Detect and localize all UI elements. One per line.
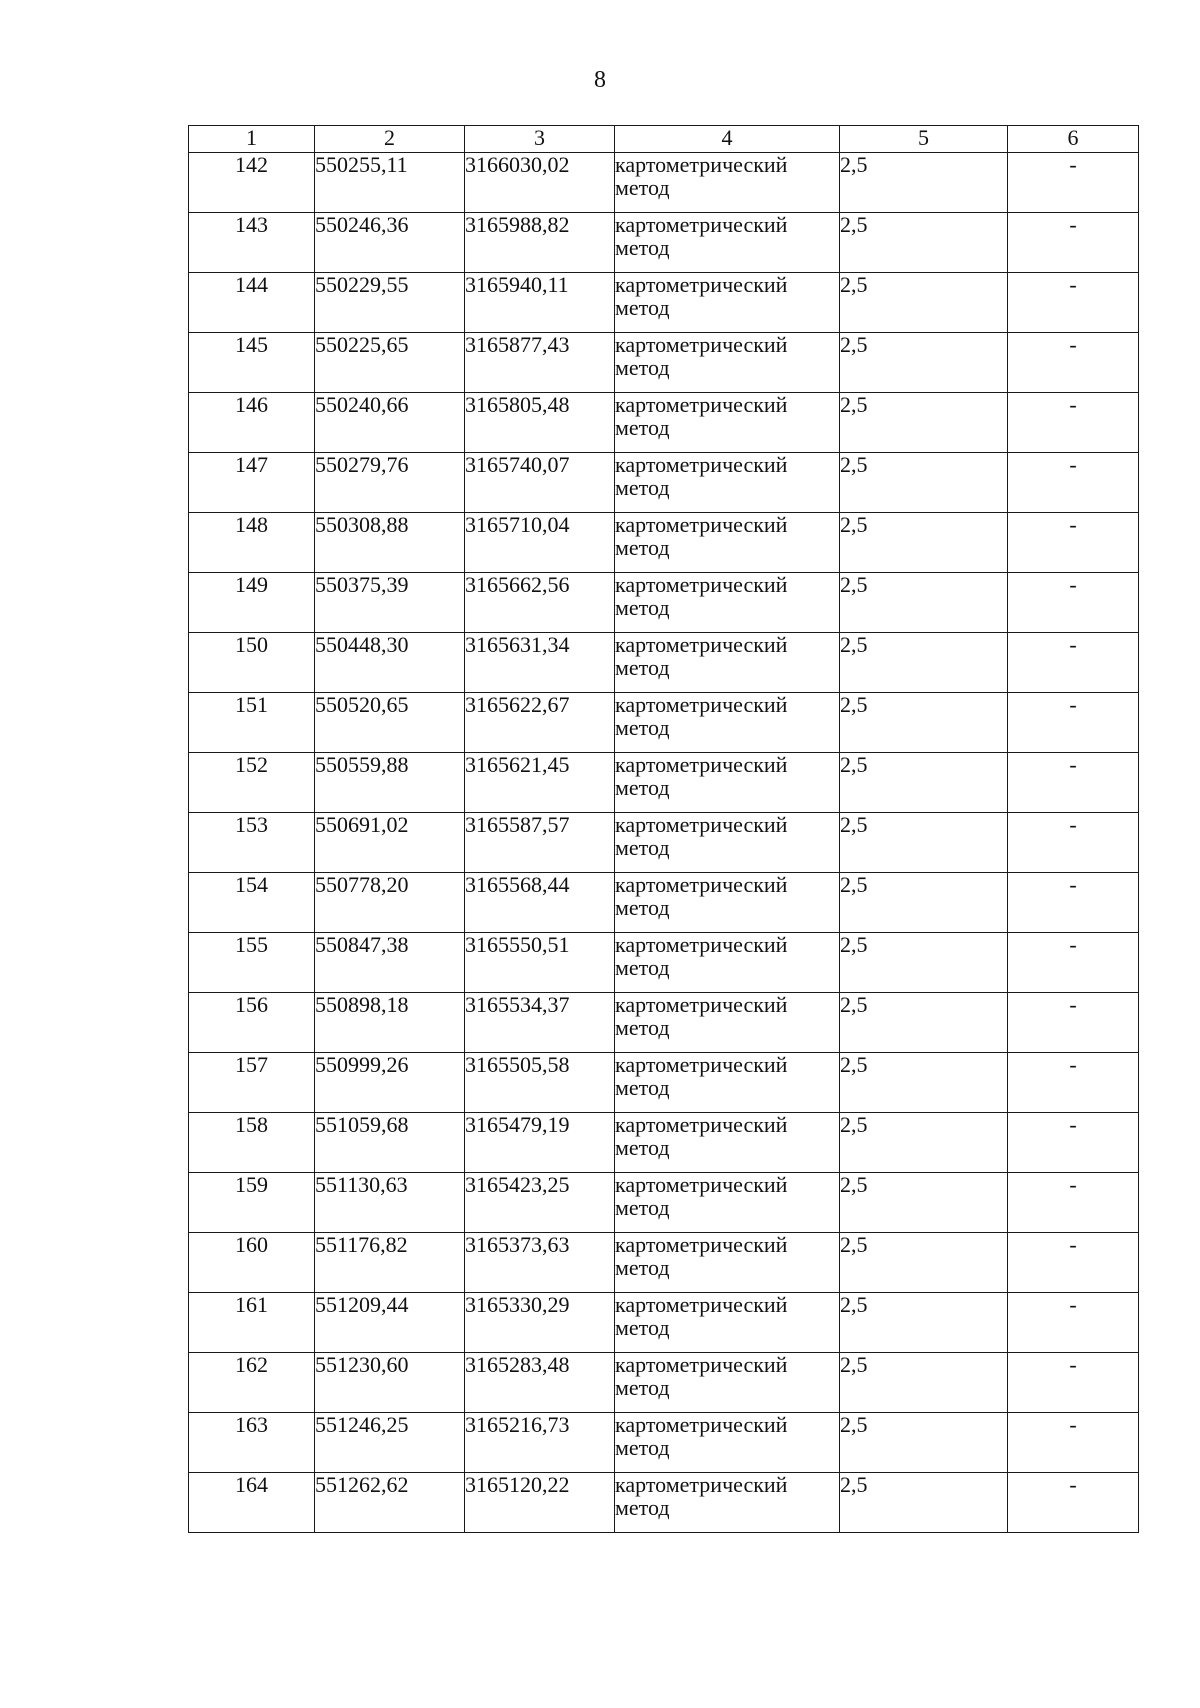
table-row (189, 1473, 1139, 1533)
y-coordinate-cell: 3165622,67 (465, 693, 615, 753)
x-coordinate-cell: 550520,65 (315, 693, 465, 753)
method-cell: картометрический метод (615, 153, 840, 213)
table-row (189, 1053, 1139, 1113)
y-coordinate-cell: 3165330,29 (465, 1293, 615, 1353)
y-coordinate-cell: 3165534,37 (465, 993, 615, 1053)
y-coordinate-cell: 3165423,25 (465, 1173, 615, 1233)
method-cell: картометрический метод (615, 933, 840, 993)
note-cell: - (1008, 1053, 1139, 1113)
point-number-cell: 144 (189, 273, 315, 333)
x-coordinate-cell: 551262,62 (315, 1473, 465, 1533)
x-coordinate-cell: 550279,76 (315, 453, 465, 513)
x-coordinate-cell: 550898,18 (315, 993, 465, 1053)
table-row (189, 993, 1139, 1053)
note-cell: - (1008, 633, 1139, 693)
note-cell: - (1008, 513, 1139, 573)
point-number-cell: 147 (189, 453, 315, 513)
x-coordinate-cell: 550255,11 (315, 153, 465, 213)
method-cell: картометрический метод (615, 753, 840, 813)
accuracy-cell: 2,5 (840, 1053, 1008, 1113)
note-cell: - (1008, 573, 1139, 633)
header-col-2: 2 (315, 126, 465, 153)
x-coordinate-cell: 550691,02 (315, 813, 465, 873)
point-number-cell: 143 (189, 213, 315, 273)
x-coordinate-cell: 550225,65 (315, 333, 465, 393)
table-row (189, 873, 1139, 933)
point-number-cell: 145 (189, 333, 315, 393)
point-number-cell: 146 (189, 393, 315, 453)
accuracy-cell: 2,5 (840, 153, 1008, 213)
method-cell: картометрический метод (615, 813, 840, 873)
note-cell: - (1008, 693, 1139, 753)
table-row (189, 813, 1139, 873)
method-cell: картометрический метод (615, 213, 840, 273)
accuracy-cell: 2,5 (840, 633, 1008, 693)
table-row (189, 213, 1139, 273)
accuracy-cell: 2,5 (840, 513, 1008, 573)
header-col-5: 5 (840, 126, 1008, 153)
x-coordinate-cell: 551209,44 (315, 1293, 465, 1353)
table-header (189, 126, 1139, 153)
point-number-cell: 152 (189, 753, 315, 813)
method-cell: картометрический метод (615, 1473, 840, 1533)
table-row (189, 933, 1139, 993)
y-coordinate-cell: 3165550,51 (465, 933, 615, 993)
note-cell: - (1008, 393, 1139, 453)
x-coordinate-cell: 550559,88 (315, 753, 465, 813)
note-cell: - (1008, 813, 1139, 873)
y-coordinate-cell: 3165587,57 (465, 813, 615, 873)
method-cell: картометрический метод (615, 1233, 840, 1293)
point-number-cell: 149 (189, 573, 315, 633)
accuracy-cell: 2,5 (840, 933, 1008, 993)
header-col-3: 3 (465, 126, 615, 153)
point-number-cell: 159 (189, 1173, 315, 1233)
point-number-cell: 157 (189, 1053, 315, 1113)
table-row (189, 1173, 1139, 1233)
y-coordinate-cell: 3165621,45 (465, 753, 615, 813)
header-col-4: 4 (615, 126, 840, 153)
accuracy-cell: 2,5 (840, 273, 1008, 333)
accuracy-cell: 2,5 (840, 1353, 1008, 1413)
note-cell: - (1008, 933, 1139, 993)
point-number-cell: 156 (189, 993, 315, 1053)
y-coordinate-cell: 3166030,02 (465, 153, 615, 213)
method-cell: картометрический метод (615, 513, 840, 573)
table-row (189, 393, 1139, 453)
point-number-cell: 160 (189, 1233, 315, 1293)
table-row (189, 153, 1139, 213)
point-number-cell: 162 (189, 1353, 315, 1413)
x-coordinate-cell: 550246,36 (315, 213, 465, 273)
accuracy-cell: 2,5 (840, 333, 1008, 393)
table-row (189, 573, 1139, 633)
coordinates-table (188, 125, 1139, 1533)
table-row (189, 1413, 1139, 1473)
note-cell: - (1008, 873, 1139, 933)
note-cell: - (1008, 1473, 1139, 1533)
y-coordinate-cell: 3165216,73 (465, 1413, 615, 1473)
table-row (189, 1293, 1139, 1353)
x-coordinate-cell: 550308,88 (315, 513, 465, 573)
method-cell: картометрический метод (615, 1413, 840, 1473)
point-number-cell: 158 (189, 1113, 315, 1173)
note-cell: - (1008, 333, 1139, 393)
method-cell: картометрический метод (615, 873, 840, 933)
point-number-cell: 150 (189, 633, 315, 693)
accuracy-cell: 2,5 (840, 693, 1008, 753)
accuracy-cell: 2,5 (840, 453, 1008, 513)
x-coordinate-cell: 550847,38 (315, 933, 465, 993)
page-number: 8 (594, 67, 606, 93)
header-col-1: 1 (189, 126, 315, 153)
accuracy-cell: 2,5 (840, 1293, 1008, 1353)
point-number-cell: 142 (189, 153, 315, 213)
note-cell: - (1008, 273, 1139, 333)
point-number-cell: 148 (189, 513, 315, 573)
method-cell: картометрический метод (615, 453, 840, 513)
y-coordinate-cell: 3165940,11 (465, 273, 615, 333)
accuracy-cell: 2,5 (840, 1113, 1008, 1173)
point-number-cell: 155 (189, 933, 315, 993)
method-cell: картометрический метод (615, 1113, 840, 1173)
y-coordinate-cell: 3165479,19 (465, 1113, 615, 1173)
table-row (189, 753, 1139, 813)
note-cell: - (1008, 453, 1139, 513)
table-row (189, 1233, 1139, 1293)
y-coordinate-cell: 3165505,58 (465, 1053, 615, 1113)
table-row (189, 1353, 1139, 1413)
y-coordinate-cell: 3165988,82 (465, 213, 615, 273)
point-number-cell: 164 (189, 1473, 315, 1533)
y-coordinate-cell: 3165568,44 (465, 873, 615, 933)
x-coordinate-cell: 551246,25 (315, 1413, 465, 1473)
header-col-6: 6 (1008, 126, 1139, 153)
y-coordinate-cell: 3165740,07 (465, 453, 615, 513)
method-cell: картометрический метод (615, 993, 840, 1053)
method-cell: картометрический метод (615, 393, 840, 453)
note-cell: - (1008, 153, 1139, 213)
table-row (189, 333, 1139, 393)
method-cell: картометрический метод (615, 573, 840, 633)
header-row (189, 126, 1139, 153)
point-number-cell: 153 (189, 813, 315, 873)
y-coordinate-cell: 3165710,04 (465, 513, 615, 573)
y-coordinate-cell: 3165631,34 (465, 633, 615, 693)
x-coordinate-cell: 551059,68 (315, 1113, 465, 1173)
method-cell: картометрический метод (615, 693, 840, 753)
y-coordinate-cell: 3165120,22 (465, 1473, 615, 1533)
table-row (189, 1113, 1139, 1173)
note-cell: - (1008, 1353, 1139, 1413)
point-number-cell: 161 (189, 1293, 315, 1353)
y-coordinate-cell: 3165283,48 (465, 1353, 615, 1413)
x-coordinate-cell: 550999,26 (315, 1053, 465, 1113)
note-cell: - (1008, 1113, 1139, 1173)
x-coordinate-cell: 550448,30 (315, 633, 465, 693)
point-number-cell: 151 (189, 693, 315, 753)
method-cell: картометрический метод (615, 633, 840, 693)
note-cell: - (1008, 213, 1139, 273)
x-coordinate-cell: 551130,63 (315, 1173, 465, 1233)
method-cell: картометрический метод (615, 333, 840, 393)
note-cell: - (1008, 753, 1139, 813)
accuracy-cell: 2,5 (840, 813, 1008, 873)
accuracy-cell: 2,5 (840, 393, 1008, 453)
table-row (189, 453, 1139, 513)
accuracy-cell: 2,5 (840, 1413, 1008, 1473)
point-number-cell: 154 (189, 873, 315, 933)
accuracy-cell: 2,5 (840, 753, 1008, 813)
accuracy-cell: 2,5 (840, 993, 1008, 1053)
note-cell: - (1008, 1233, 1139, 1293)
table-body (189, 153, 1139, 1533)
note-cell: - (1008, 993, 1139, 1053)
method-cell: картометрический метод (615, 1353, 840, 1413)
note-cell: - (1008, 1293, 1139, 1353)
method-cell: картометрический метод (615, 273, 840, 333)
method-cell: картометрический метод (615, 1053, 840, 1113)
y-coordinate-cell: 3165877,43 (465, 333, 615, 393)
x-coordinate-cell: 550229,55 (315, 273, 465, 333)
x-coordinate-cell: 551230,60 (315, 1353, 465, 1413)
accuracy-cell: 2,5 (840, 213, 1008, 273)
x-coordinate-cell: 550240,66 (315, 393, 465, 453)
method-cell: картометрический метод (615, 1173, 840, 1233)
accuracy-cell: 2,5 (840, 1173, 1008, 1233)
accuracy-cell: 2,5 (840, 1473, 1008, 1533)
table-row (189, 273, 1139, 333)
note-cell: - (1008, 1173, 1139, 1233)
note-cell: - (1008, 1413, 1139, 1473)
table-row (189, 513, 1139, 573)
y-coordinate-cell: 3165373,63 (465, 1233, 615, 1293)
x-coordinate-cell: 551176,82 (315, 1233, 465, 1293)
accuracy-cell: 2,5 (840, 573, 1008, 633)
accuracy-cell: 2,5 (840, 1233, 1008, 1293)
y-coordinate-cell: 3165805,48 (465, 393, 615, 453)
table-row (189, 633, 1139, 693)
x-coordinate-cell: 550375,39 (315, 573, 465, 633)
point-number-cell: 163 (189, 1413, 315, 1473)
x-coordinate-cell: 550778,20 (315, 873, 465, 933)
y-coordinate-cell: 3165662,56 (465, 573, 615, 633)
accuracy-cell: 2,5 (840, 873, 1008, 933)
table-row (189, 693, 1139, 753)
method-cell: картометрический метод (615, 1293, 840, 1353)
